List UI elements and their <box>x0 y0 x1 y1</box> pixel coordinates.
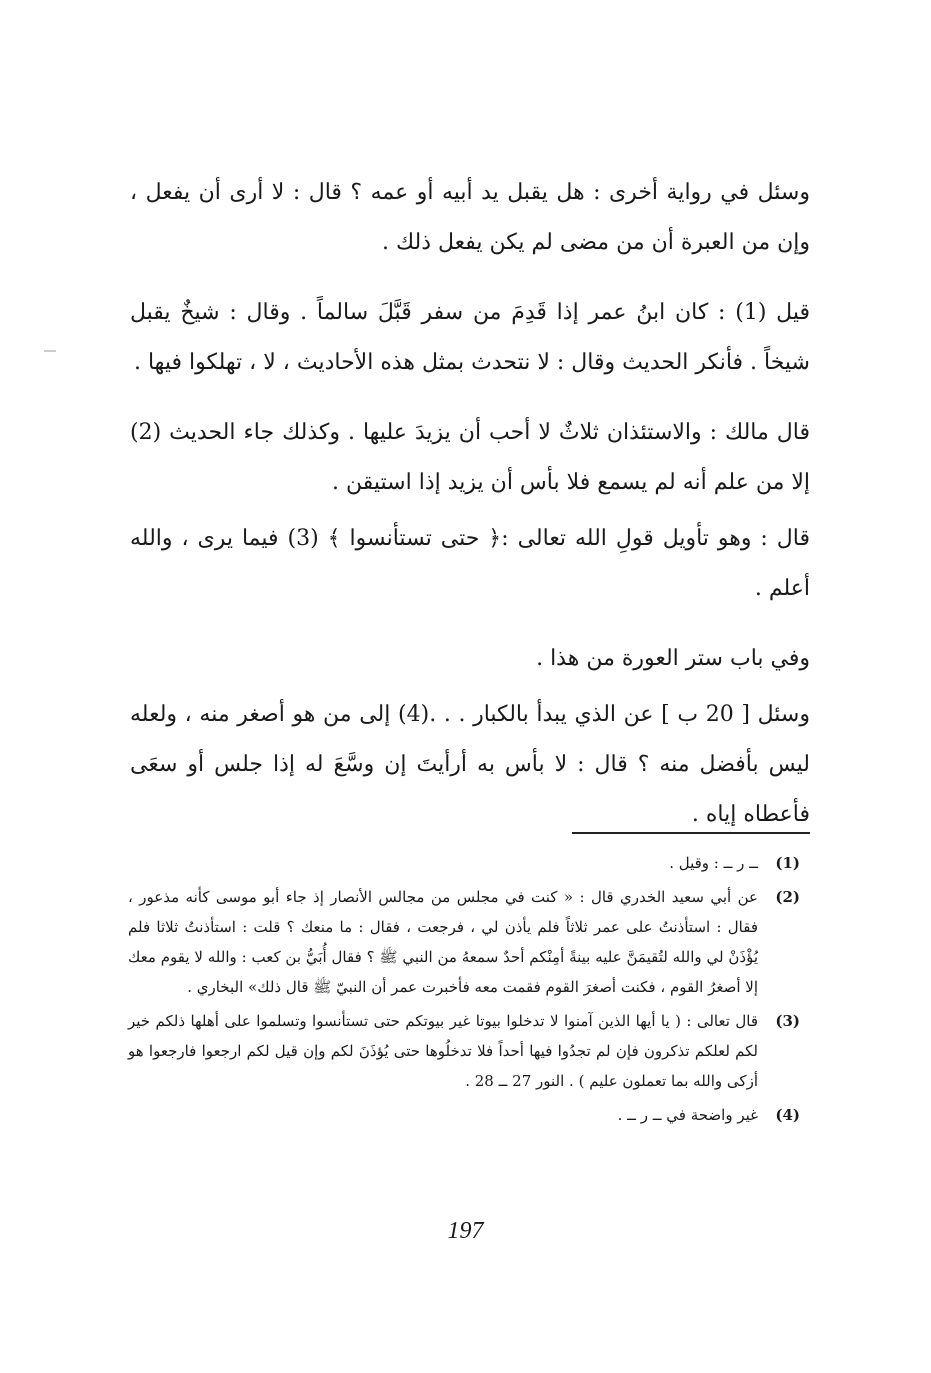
page-number: 197 <box>447 1218 484 1244</box>
footnote-number: (2) <box>775 888 800 906</box>
footnote-number: (1) <box>775 854 800 872</box>
footnote-text: عن أبي سعيد الخدري قال : « كنت في مجلس من مجالس الأنصار إذ جاء أبو موسى كأنه مذعور ، فقال : استأذنتُ على عمر ثلاثاً فلم يأذن لي ، فرجعت ، فقال : ما منعك ؟ قلت : استأذنتُ ثلاثا فلم يُؤْذَنْ لي والله لتُقيمَنَّ عليه بينةً أمِنْكم أحدٌ سمعهُ من النبي ﷺ ؟ فقال أُبَيُّ بن كعب : والله لا يقوم معك إلا أصغرُ القوم ، فكنت أصغرَ القوم فقمت معه فأخبرت عمر أن النبيّ ﷺ قال ذلك» البخاري . <box>128 888 758 996</box>
main-text <box>130 168 810 860</box>
paragraph: قال مالك : والاستئذان ثلاثٌ لا أحب أن يزيدَ عليها . وكذلك جاء الحديث (2) إلا من علم أنه لم يسمع فلا بأس أن يزيد إذا استيقن . <box>130 420 810 495</box>
footnote <box>128 1100 800 1130</box>
footnote <box>128 882 800 1002</box>
paragraph: قال : وهو تأويل قولِ الله تعالى :﴿ حتى تستأنسوا ﴾ (3) فيما يرى ، والله أعلم . <box>130 526 811 601</box>
footnote-text: غير واضحة في ــ ر ــ . <box>617 1106 758 1124</box>
paragraph: وسئل في رواية أخرى : هل يقبل يد أبيه أو عمه ؟ قال : لا أرى أن يفعل ، وإن من العبرة أن من مضى لم يكن يفعل ذلك . <box>130 180 810 255</box>
paragraph: قيل (1) : كان ابنُ عمر إذا قَدِمَ من سفر قَبَّلَ سالماً . وقال : شيخٌ يقبل شيخاً . فأنكر الحديث وقال : لا نتحدث بمثل هذه الأحاديث ، لا ، تهلكوا فيها . <box>130 300 810 375</box>
footnote-number: (4) <box>775 1106 800 1124</box>
footnotes <box>128 848 800 1134</box>
footnote-divider <box>572 832 810 834</box>
footnote-number: (3) <box>775 1012 800 1030</box>
footnote <box>128 1006 800 1096</box>
margin-mark <box>44 350 56 352</box>
footnote-text: قال تعالى : ( يا أيها الذين آمنوا لا تدخلوا بيوتا غير بيوتكم حتى تستأنسوا وتسلموا على أهلها ذلكم خير لكم لعلكم تذكرون فإن لم تجدُوا فيها أحداً فلا تدخلُوها حتى يُؤذَنَ لكم وإن قيل لكم ارجعوا فارجعوا هو أزكى والله بما تعملون عليم ) . النور 27 ــ 28 . <box>128 1012 758 1090</box>
footnote-text: ــ ر ــ : وقيل . <box>669 854 758 872</box>
footnote <box>128 848 800 878</box>
paragraph: وفي باب ستر العورة من هذا . <box>536 646 810 671</box>
paragraph: وسئل [ 20 ب ] عن الذي يبدأ بالكبار . . .(4) إلى من هو أصغر منه ، ولعله ليس بأفضل منه ؟ قال : لا بأس به أرأيتَ إن وسَّعَ له إذا جلس أو سعَى فأعطاه إياه . <box>130 702 810 827</box>
